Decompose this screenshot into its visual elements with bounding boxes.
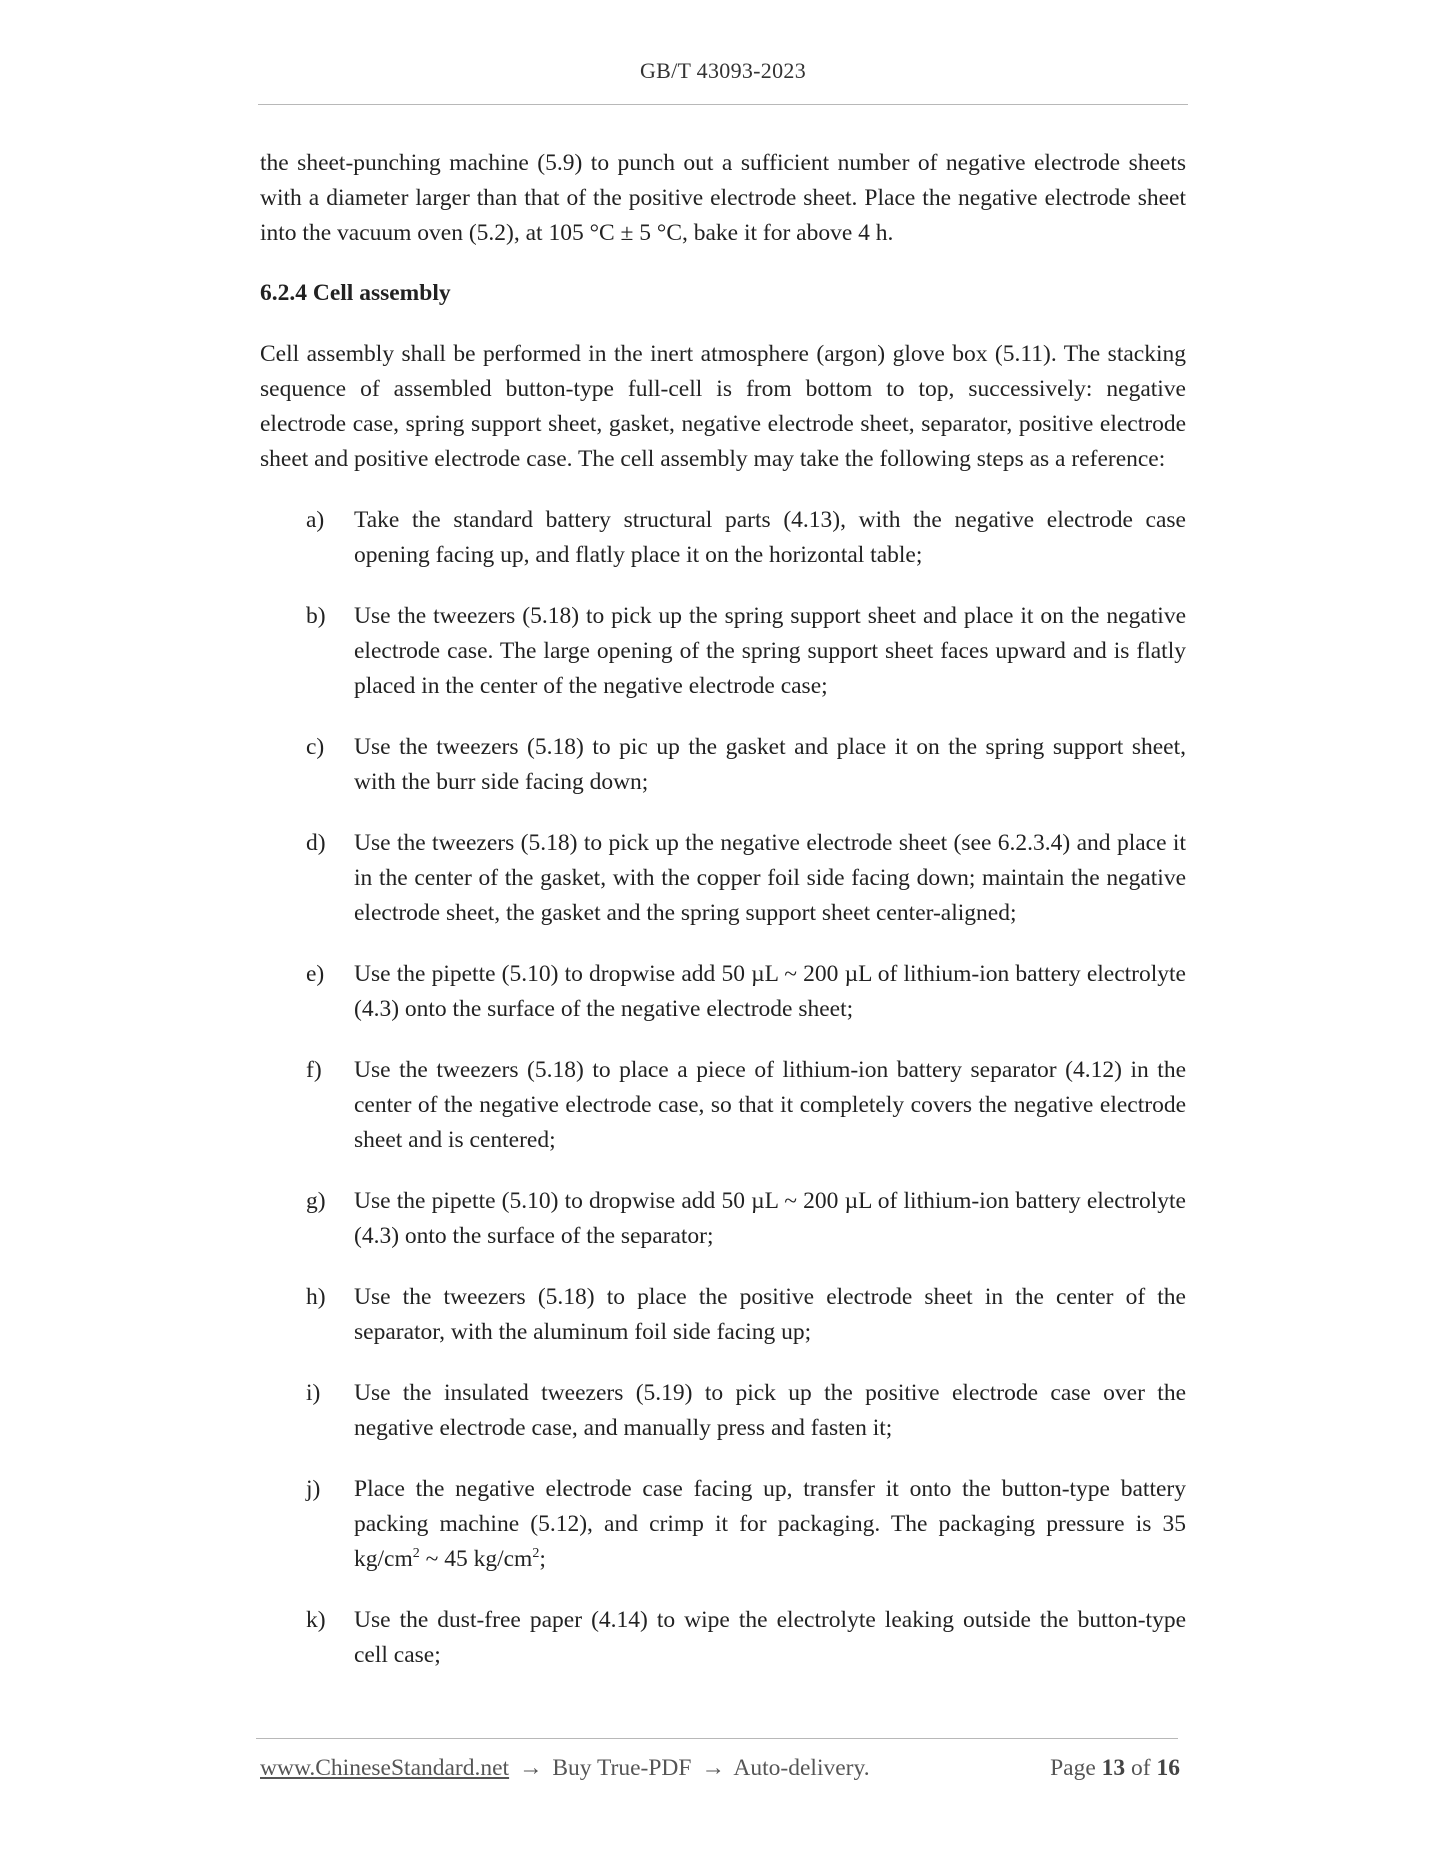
list-marker: i): [306, 1380, 321, 1406]
list-marker: a): [306, 507, 325, 533]
list-marker: h): [306, 1284, 326, 1310]
list-item: [260, 503, 1186, 573]
auto-delivery-text: Auto-delivery.: [733, 1755, 870, 1781]
header-divider: [258, 104, 1188, 105]
list-item-text: Use the pipette (5.10) to dropwise add 50 µL ~ 200 µL of lithium-ion battery electrolyte (4.3) onto the surface of the separator;: [354, 1188, 1186, 1249]
list-item: [260, 599, 1186, 704]
section-paragraph: Cell assembly shall be performed in the inert atmosphere (argon) glove box (5.11). The stacking sequence of assembled button-type full-cell is from bottom to top, successively: negative electrode case, spring support sheet, gasket, negative electrode sheet, separator, positive electrode sheet and positive electrode case. The cell assembly may take the following steps as a reference:: [260, 341, 1186, 472]
superscript: 2: [532, 1546, 540, 1562]
step-j-text-mid: ~ 45 kg/cm: [419, 1546, 533, 1572]
assembly-steps-list: [260, 503, 1186, 1673]
page-indicator: [1050, 1755, 1180, 1782]
list-item-text: Use the tweezers (5.18) to pick up the spring support sheet and place it on the negative electrode case. The large opening of the spring support sheet faces upward and is flatly placed in the center of the negative electrode case;: [354, 603, 1186, 699]
list-item-text: Use the tweezers (5.18) to pick up the negative electrode sheet (see 6.2.3.4) and place it in the center of the gasket, with the copper foil side facing down; maintain the negative electrode sheet, the gasket and the spring support sheet center-aligned;: [354, 830, 1186, 926]
list-item: [260, 826, 1186, 931]
document-body: [260, 146, 1186, 1699]
superscript: 2: [412, 1546, 420, 1562]
list-item: [260, 730, 1186, 800]
buy-pdf-text: Buy True-PDF: [552, 1755, 692, 1781]
list-item-text: [354, 1472, 1186, 1577]
step-j-text-before: Place the negative electrode case facing up, transfer it onto the button-type battery packing machine (5.12), and crimp it for packaging. The packaging pressure is 35 kg/cm: [354, 1476, 1186, 1572]
arrow-right-icon: →: [518, 1755, 543, 1781]
page-total: 16: [1156, 1755, 1180, 1781]
list-item-text: Use the tweezers (5.18) to place a piece of lithium-ion battery separator (4.12) in the center of the negative electrode case, so that it completely covers the negative electrode sheet and is centered;: [354, 1057, 1186, 1153]
section-heading: 6.2.4 Cell assembly: [260, 280, 451, 306]
list-item: [260, 957, 1186, 1027]
list-item: [260, 1376, 1186, 1446]
list-marker: g): [306, 1188, 326, 1214]
intro-paragraph: the sheet-punching machine (5.9) to punch out a sufficient number of negative electrode sheets with a diameter larger than that of the positive electrode sheet. Place the negative electrode sheet into the vacuum oven (5.2), at 105 °C ± 5 °C, bake it for above 4 h.: [260, 150, 1186, 246]
page-number: 13: [1101, 1755, 1126, 1781]
footer-links: [260, 1755, 870, 1782]
list-item: [260, 1053, 1186, 1158]
list-item-text: Use the tweezers (5.18) to pic up the gasket and place it on the spring support sheet, with the burr side facing down;: [354, 734, 1186, 795]
page-header-title: GB/T 43093-2023: [639, 58, 807, 83]
list-marker: b): [306, 603, 326, 629]
site-link[interactable]: www.ChineseStandard.net: [260, 1755, 510, 1781]
footer-divider: [256, 1738, 1178, 1739]
arrow-right-icon: →: [701, 1755, 725, 1781]
list-item-text: Use the tweezers (5.18) to place the positive electrode sheet in the center of the separator, with the aluminum foil side facing up;: [354, 1284, 1186, 1345]
step-j-text-after: ;: [539, 1546, 546, 1572]
list-item: [260, 1280, 1186, 1350]
list-item-text: Use the pipette (5.10) to dropwise add 50 µL ~ 200 µL of lithium-ion battery electrolyte (4.3) onto the surface of the negative electrode sheet;: [354, 961, 1186, 1022]
of-label: of: [1131, 1755, 1151, 1781]
list-item-text: Take the standard battery structural parts (4.13), with the negative electrode case opening facing up, and flatly place it on the horizontal table;: [354, 507, 1186, 568]
list-item: [260, 1472, 1186, 1577]
list-item: [260, 1603, 1186, 1673]
list-marker: e): [306, 961, 325, 987]
list-marker: k): [306, 1607, 326, 1633]
list-marker: d): [306, 830, 326, 856]
list-item: [260, 1184, 1186, 1254]
page-label: Page: [1050, 1755, 1096, 1781]
page-footer: [260, 1755, 1180, 1782]
list-marker: f): [306, 1057, 322, 1083]
list-item-text: Use the dust-free paper (4.14) to wipe the electrolyte leaking outside the button-type cell case;: [354, 1607, 1186, 1668]
list-marker: j): [306, 1476, 321, 1502]
list-marker: c): [306, 734, 325, 760]
list-item-text: Use the insulated tweezers (5.19) to pick up the positive electrode case over the negative electrode case, and manually press and fasten it;: [354, 1380, 1186, 1441]
